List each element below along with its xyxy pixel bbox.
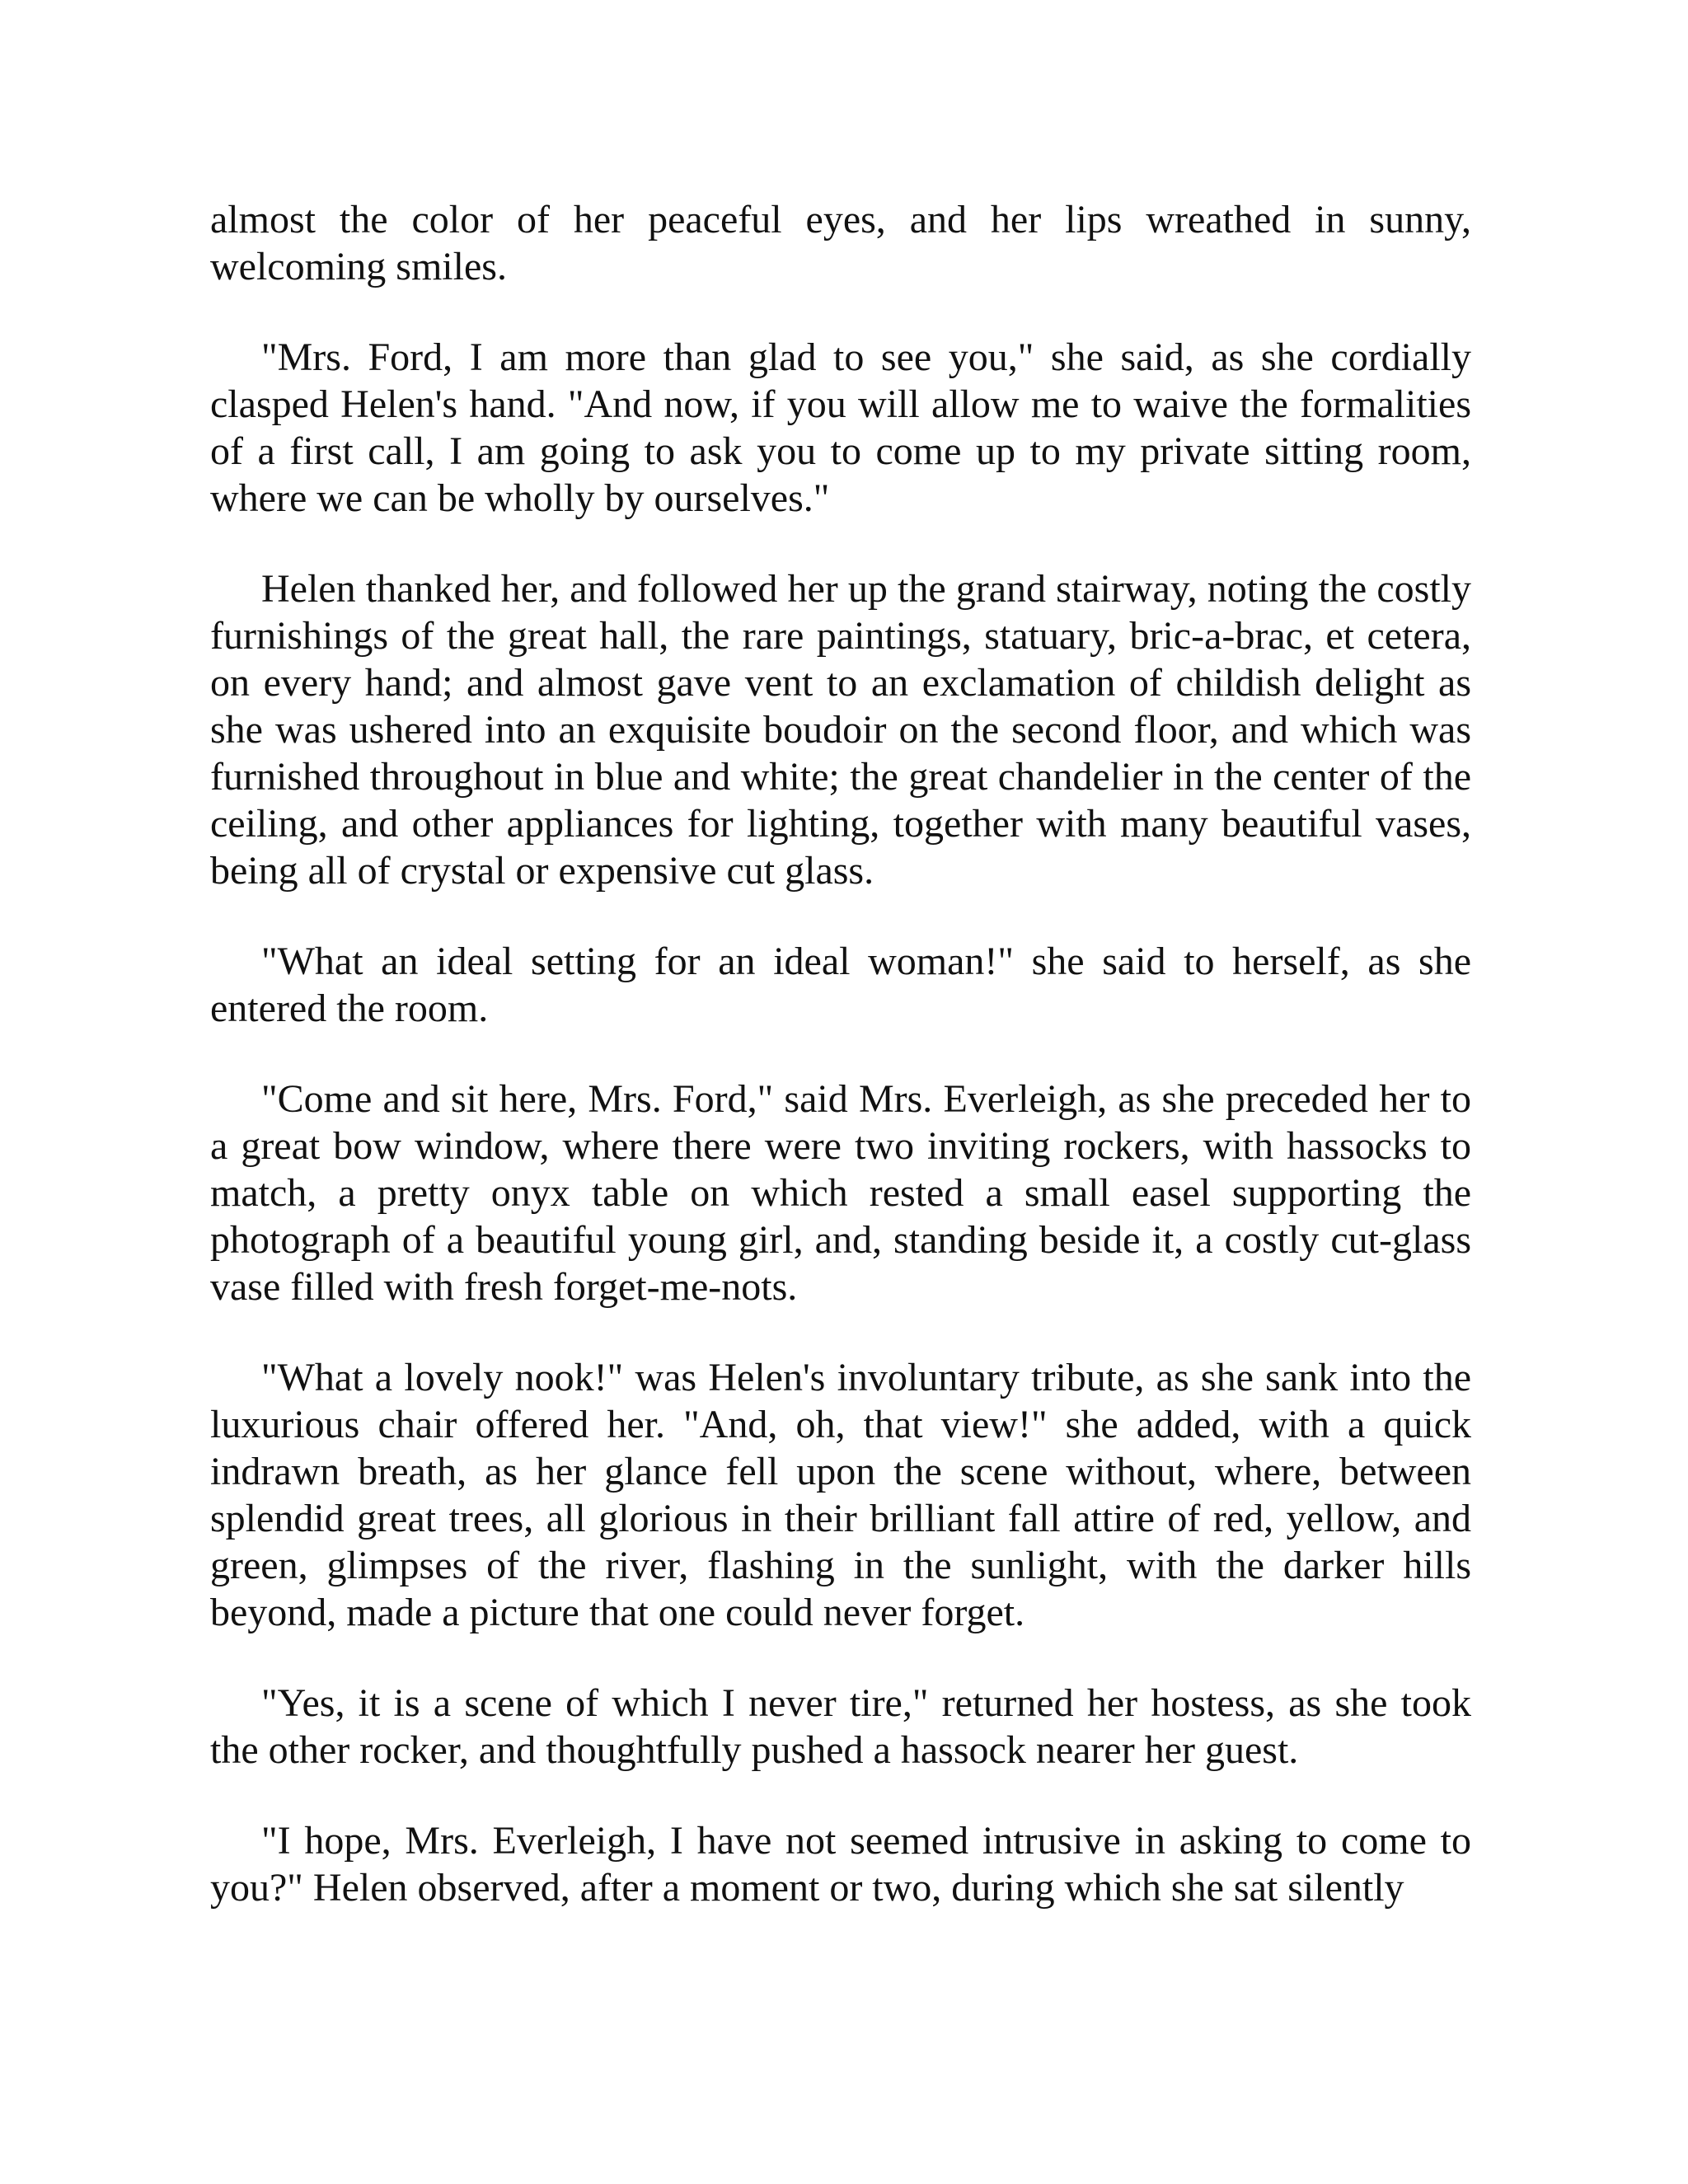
paragraph-3: Helen thanked her, and followed her up the grand stairway, noting the costly furnishings of the great hall, the rare paintings, statuary, bric-a-brac, et cetera, on every hand; and almost gave vent to an exclamation of childish delight as she was ushered into an exquisite boudoir on the second floor, and which was furnished throughout in blue and white; the great chandelier in the center of the ceiling, and other appliances for lighting, together with many beautiful vases, being all of crystal or expensive cut glass. <box>210 567 1471 893</box>
book-page <box>210 196 1471 1911</box>
paragraph-2: "Mrs. Ford, I am more than glad to see you," she said, as she cordially clasped Helen's hand. "And now, if you will allow me to waive the formalities of a first call, I am going to ask you to come up to my private sitting room, where we can be wholly by ourselves." <box>210 335 1471 520</box>
paragraph-1: almost the color of her peaceful eyes, and her lips wreathed in sunny, welcoming smiles. <box>210 198 1471 288</box>
paragraph-7: "Yes, it is a scene of which I never tire," returned her hostess, as she took the other rocker, and thoughtfully pushed a hassock nearer her guest. <box>210 1681 1471 1772</box>
paragraph-8: "I hope, Mrs. Everleigh, I have not seemed intrusive in asking to come to you?" Helen observed, after a moment or two, during which she sat silently <box>210 1819 1471 1910</box>
paragraph-5: "Come and sit here, Mrs. Ford," said Mrs. Everleigh, as she preceded her to a great bow window, where there were two inviting rockers, with hassocks to match, a pretty onyx table on which rested a small easel supporting the photograph of a beautiful young girl, and, standing beside it, a costly cut-glass vase filled with fresh forget-me-nots. <box>210 1077 1471 1309</box>
paragraph-6: "What a lovely nook!" was Helen's involuntary tribute, as she sank into the luxurious chair offered her. "And, oh, that view!" she added, with a quick indrawn breath, as her glance fell upon the scene without, where, between splendid great trees, all glorious in their brilliant fall attire of red, yellow, and green, glimpses of the river, flashing in the sunlight, with the darker hills beyond, made a picture that one could never forget. <box>210 1356 1471 1634</box>
paragraph-4: "What an ideal setting for an ideal woman!" she said to herself, as she entered the room. <box>210 940 1471 1030</box>
